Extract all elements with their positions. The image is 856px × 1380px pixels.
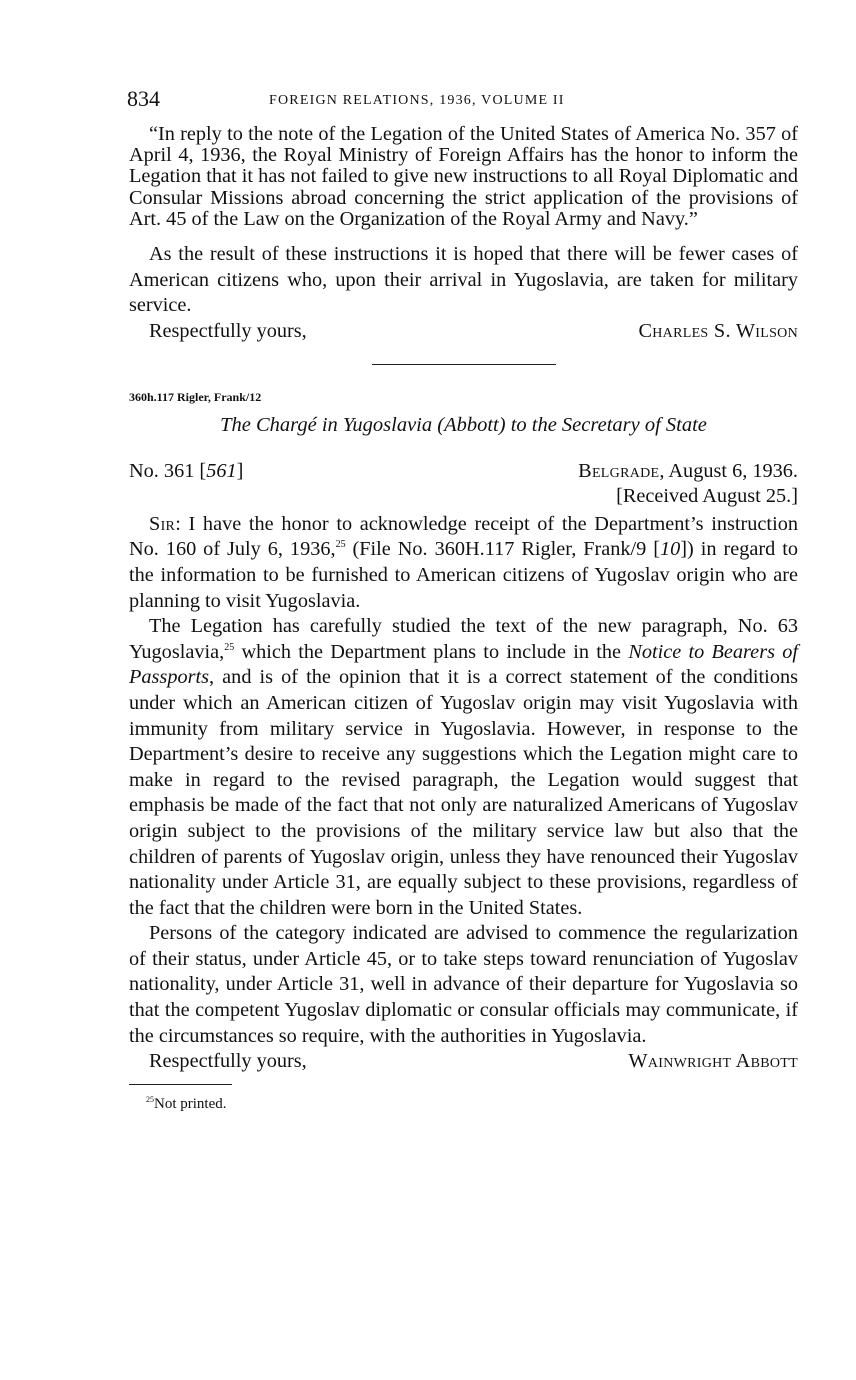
document-meta [129, 459, 798, 484]
received-date: [Received August 25.] [616, 484, 798, 507]
publication-title: Notice to Bearers of Passports [129, 640, 798, 689]
footnote-ref: 25 [224, 642, 235, 653]
place: Belgrade [578, 459, 660, 482]
salutation: Respectfully yours, [149, 319, 307, 342]
body-paragraph-3: Persons of the category indicated are advised to commence the regularization of their status, under Article 45, or to take steps toward renunciation of Yugoslav nationality, under Article 31, well in advance of their departure for Yugoslavia so that the competent Yugoslav diplomatic or consular officials may communicate, if the circumstances so require, with the authorities in Yugoslavia. [129, 922, 798, 1047]
result-paragraph: As the result of these instructions it is hoped that there will be fewer cases of American citizens who, upon their arrival in Yugoslavia, are taken for military service. [129, 243, 798, 317]
footnote [129, 1096, 798, 1113]
file-reference: 360h.117 Rigler, Frank/12 [129, 389, 262, 404]
document-page [129, 86, 798, 1113]
dateline [578, 459, 798, 484]
page-header [129, 86, 798, 118]
signature-wilson: Charles S. Wilson [638, 319, 798, 342]
footnote-text: Not printed. [154, 1096, 227, 1113]
document-number: No. 361 [561] [129, 459, 244, 482]
date: , August 6, 1936. [659, 459, 798, 482]
footnote-ref: 25 [335, 539, 346, 551]
quoted-note-paragraph: “In reply to the note of the Legation of the United States of America No. 357 of April 4, 1936, the Royal Ministry of Foreign Affairs has the honor to inform the Legation that it has not failed to give new instructions to all Royal Diplomatic and Consular Missions abroad concerning the strict application of the provisions of Art. 45 of the Law on the Organization of the Royal Army and Navy.” [129, 123, 798, 230]
page-number: 834 [127, 86, 160, 111]
section-divider [372, 364, 556, 365]
letter-body [129, 512, 798, 1049]
document-title: The Chargé in Yugoslavia (Abbott) to the Secretary of State [220, 413, 707, 436]
salutation: Respectfully yours, [149, 1050, 307, 1073]
closing-wilson [129, 319, 798, 344]
closing-abbott [129, 1049, 798, 1074]
body-paragraph-1: Sir: I have the honor to acknowledge receipt of the Department’s instruction No. 160 of July 6, 1936,25 (File No. 360H.117 Rigler, Frank/9 [10]) in regard to the information to be furnished to American citizens of Yugoslav origin who are planning to visit Yugoslavia. [129, 512, 798, 612]
footnote-divider [129, 1084, 232, 1085]
footnote-marker: 25 [146, 1095, 154, 1105]
signature-abbott: Wainwright Abbott [628, 1050, 798, 1073]
running-title: FOREIGN RELATIONS, 1936, VOLUME II [269, 93, 565, 108]
body-paragraph-2: The Legation has carefully studied the text of the new paragraph, No. 63 Yugoslavia,$^{25}$ which the Department plans to include in the Notice to Bearers of Passports, and is of the opinion that it is a correct statement of the conditions under which an American citizen of Yugoslav origin may visit Yugoslavia with immunity from military service in Yugoslavia. However, in response to the Department’s desire to receive any suggestions which the Legation might care to make in regard to the revised paragraph, the Legation would suggest that emphasis be made of the fact that not only are naturalized Americans of Yugoslav origin subject to the provisions of the military service law but also that the children of parents of Yugoslav origin, unless they have renounced their Yugoslav nationality under Article 31, are equally subject to these provisions, regardless of the fact that the children were born in the United States. [129, 615, 798, 919]
